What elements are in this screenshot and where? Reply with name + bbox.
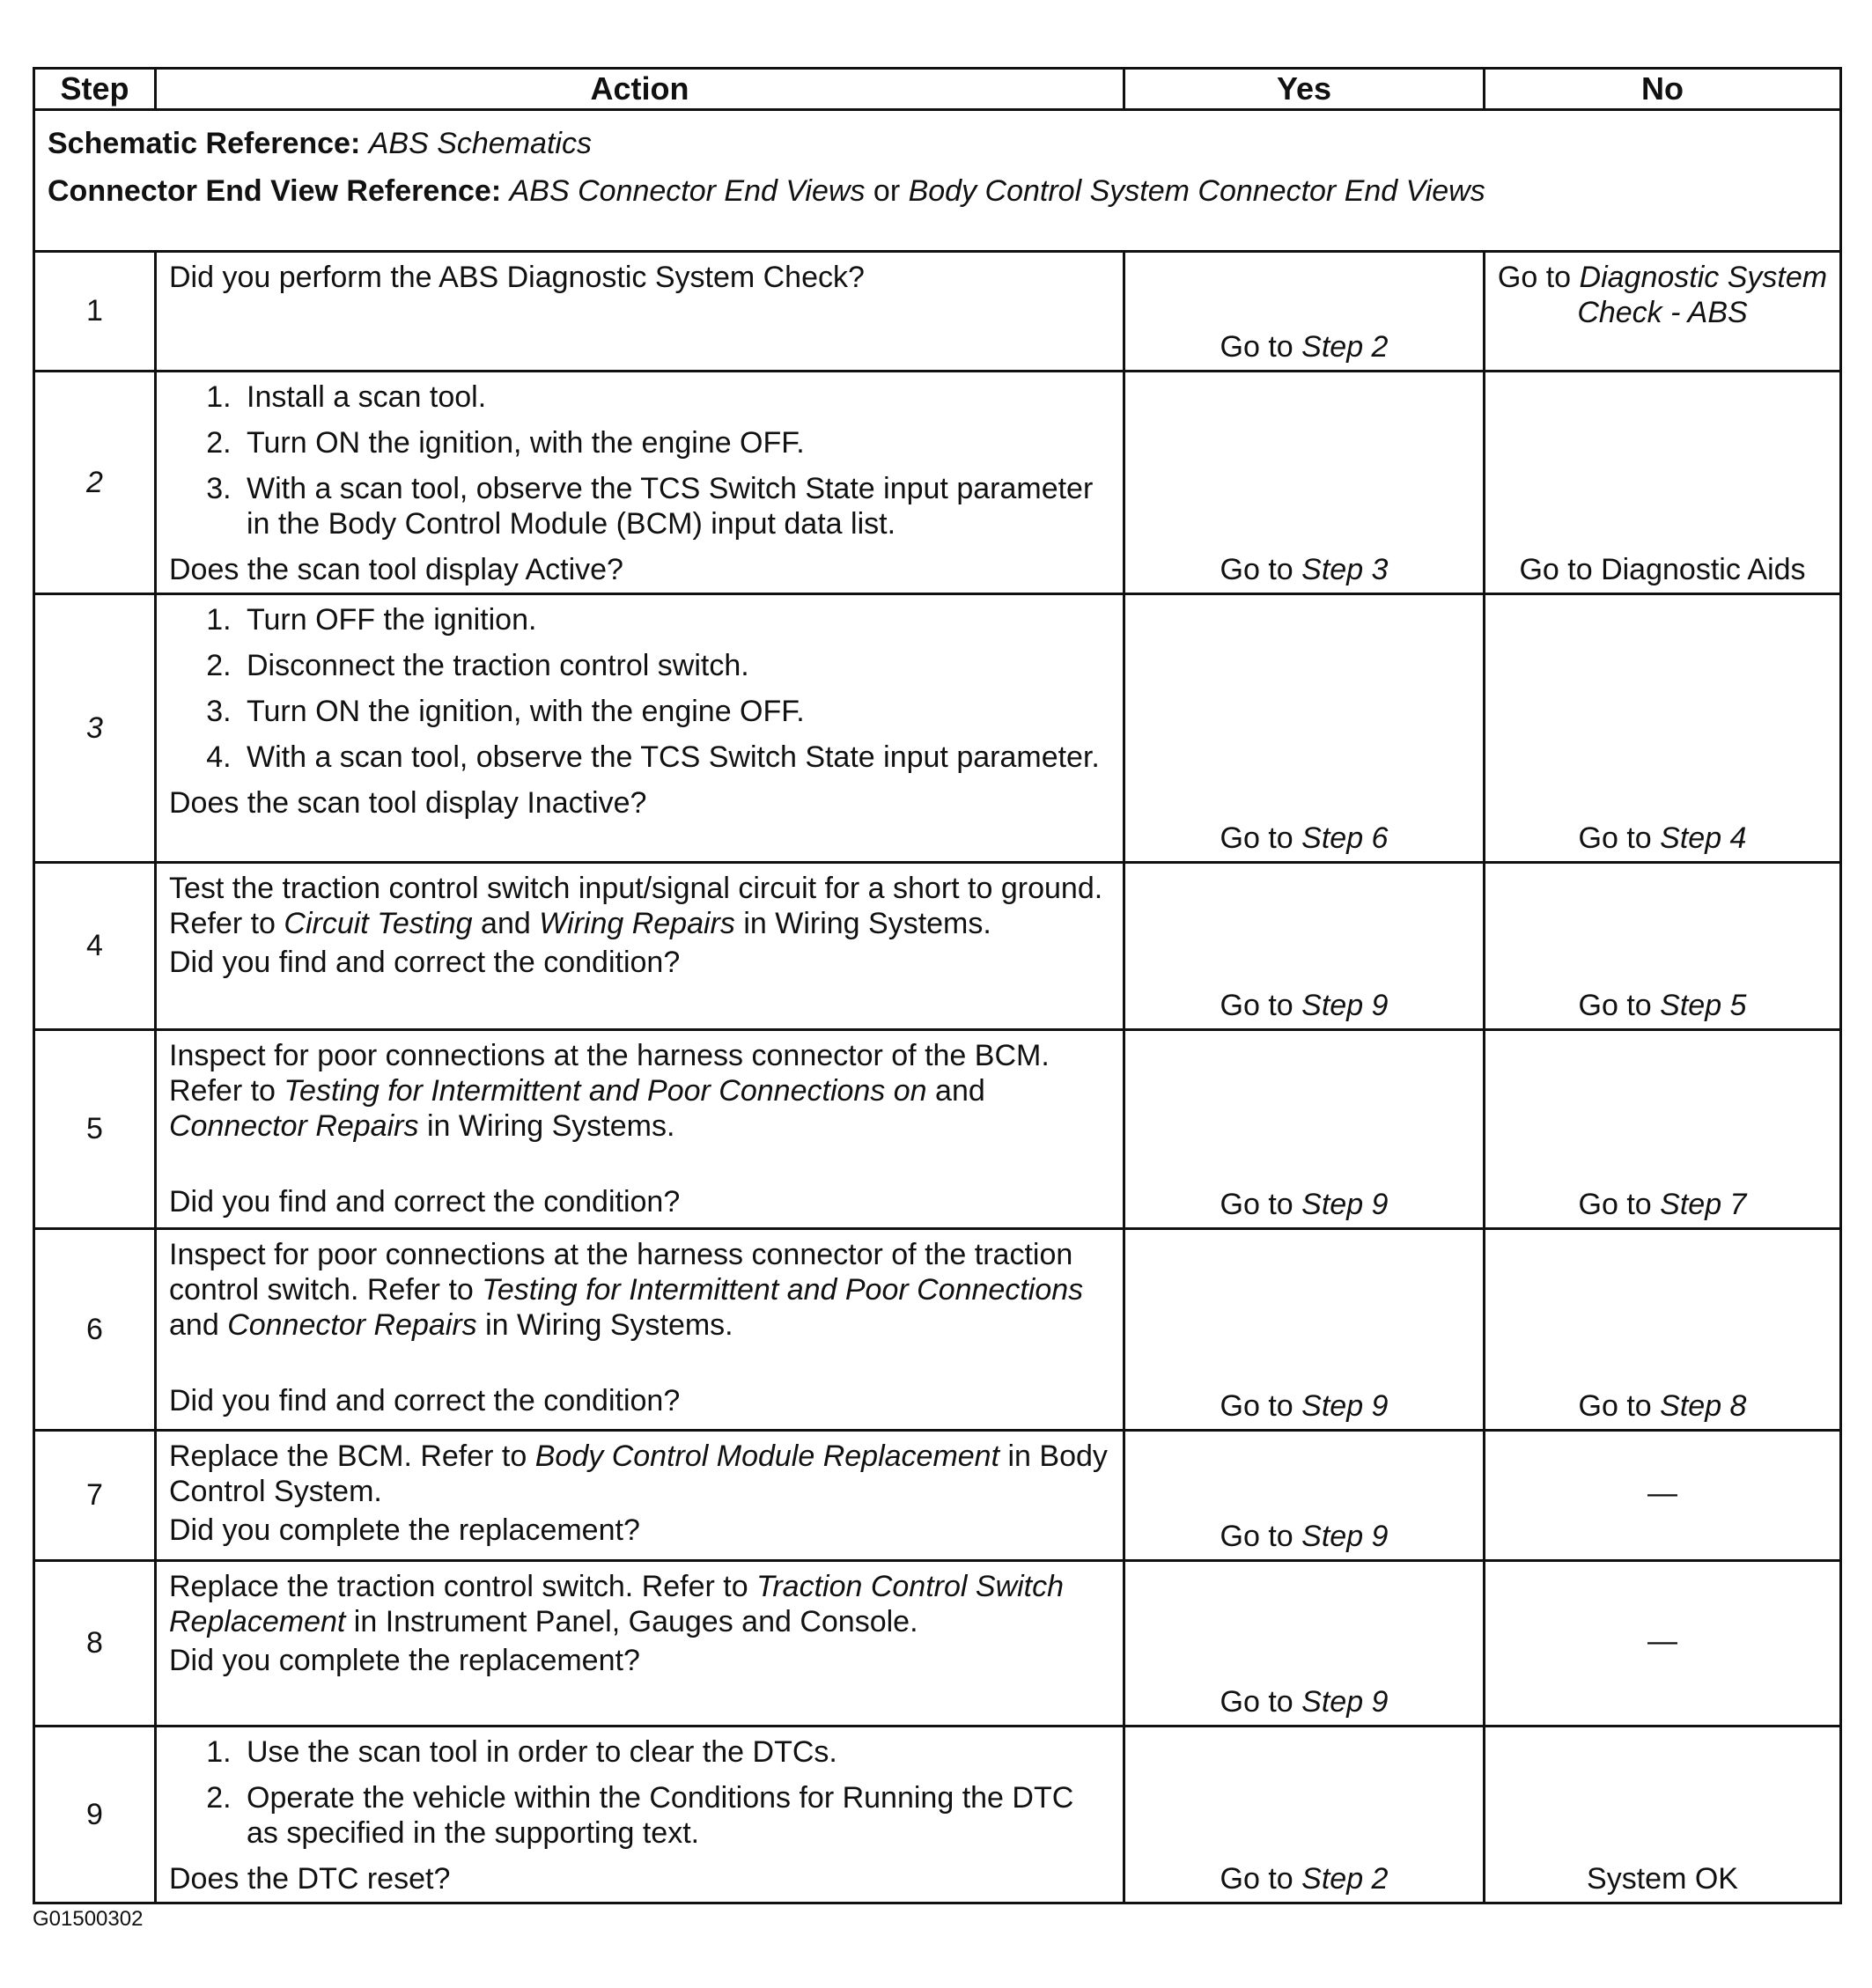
yes-cell [1124, 1561, 1485, 1727]
action-steps [169, 602, 1110, 775]
action-text [169, 1038, 1110, 1144]
yes-link[interactable]: Step 9 [1301, 1685, 1389, 1719]
action-cell [156, 1431, 1124, 1561]
action-link-tcs-switch-replacement[interactable]: Traction Control Switch Replacement [169, 1570, 1065, 1638]
action-link-testing-intermittent[interactable]: Testing for Intermittent and Poor Connections [482, 1273, 1084, 1307]
no-cell [1485, 1229, 1841, 1431]
step-number: 7 [34, 1431, 156, 1561]
action-text-part: in Instrument Panel, Gauges and Console. [353, 1605, 918, 1638]
action-link-circuit-testing[interactable]: Circuit Testing [284, 907, 473, 940]
reference-row [34, 110, 1841, 252]
action-text-part: in Wiring Systems. [426, 1109, 675, 1143]
no-cell [1485, 372, 1841, 594]
table-row [34, 372, 1841, 594]
action-text-part: and [935, 1074, 985, 1108]
action-step: 2. Operate the vehicle within the Conditions for Running the DTC as specified in the supporting text. [240, 1780, 1110, 1851]
no-link[interactable]: Step 8 [1660, 1389, 1747, 1423]
action-step: 2. Turn ON the ignition, with the engine OFF. [240, 425, 1110, 460]
yes-link[interactable]: Step 9 [1301, 1520, 1389, 1553]
step-number: 6 [34, 1229, 156, 1431]
table-row [34, 1229, 1841, 1431]
schematic-reference [48, 120, 1824, 167]
action-question: Does the DTC reset? [169, 1862, 451, 1896]
figure-id: G01500302 [33, 1907, 144, 1931]
table-row [34, 863, 1841, 1030]
connector-or: or [873, 174, 901, 208]
action-cell [156, 1229, 1124, 1431]
action-text-part: Replace the traction control switch. Refer to [169, 1570, 748, 1603]
action-link-testing-intermittent[interactable]: Testing for Intermittent and Poor Connections on [284, 1074, 927, 1108]
action-text-part: Inspect for poor connections at the harness connector of the traction control switch. Refer to [169, 1238, 1073, 1307]
header-step: Step [34, 69, 156, 110]
action-link-connector-repairs[interactable]: Connector Repairs [227, 1308, 477, 1342]
action-steps [169, 379, 1110, 541]
action-step: 2. Disconnect the traction control switch. [240, 648, 1110, 683]
yes-link[interactable]: Step 9 [1301, 989, 1389, 1022]
action-cell [156, 863, 1124, 1030]
no-link[interactable]: Step 4 [1660, 821, 1747, 855]
action-text-part: Test the traction control switch input/signal circuit for a short to ground. Refer to [169, 872, 1103, 940]
no-cell [1485, 863, 1841, 1030]
no-dash: — [1647, 1476, 1677, 1510]
action-link-bcm-replacement[interactable]: Body Control Module Replacement [534, 1439, 1000, 1473]
yes-prefix: Go to [1220, 330, 1293, 364]
action-link-wiring-repairs[interactable]: Wiring Repairs [539, 907, 735, 940]
action-steps [169, 1734, 1110, 1851]
no-prefix: Go to [1578, 989, 1652, 1022]
yes-link[interactable]: Step 2 [1301, 330, 1389, 364]
no-cell [1485, 1727, 1841, 1903]
yes-link[interactable]: Step 9 [1301, 1188, 1389, 1221]
action-text-part: in Wiring Systems. [485, 1308, 733, 1342]
yes-prefix: Go to [1220, 989, 1293, 1022]
no-cell [1485, 594, 1841, 863]
no-cell [1485, 1030, 1841, 1229]
connector-link-abs[interactable]: ABS Connector End Views [509, 174, 866, 208]
no-cell [1485, 1561, 1841, 1727]
yes-link[interactable]: Step 9 [1301, 1389, 1389, 1423]
yes-prefix: Go to [1220, 553, 1293, 586]
header-action: Action [156, 69, 1124, 110]
table-row [34, 1431, 1841, 1561]
table-row [34, 594, 1841, 863]
action-question: Did you find and correct the condition? [169, 1384, 681, 1417]
yes-cell [1124, 1229, 1485, 1431]
diagnostic-table [33, 67, 1842, 1904]
action-question: Did you find and correct the condition? [169, 946, 681, 979]
yes-cell [1124, 863, 1485, 1030]
action-cell [156, 372, 1124, 594]
yes-link[interactable]: Step 2 [1301, 1862, 1389, 1896]
action-cell [156, 594, 1124, 863]
action-step: 3. Turn ON the ignition, with the engine OFF. [240, 694, 1110, 729]
no-prefix: Go to [1497, 261, 1572, 294]
no-prefix: Go to [1578, 821, 1652, 855]
yes-cell [1124, 594, 1485, 863]
action-question: Did you find and correct the condition? [169, 1185, 681, 1219]
step-number: 4 [34, 863, 156, 1030]
action-question: Does the scan tool display Active? [169, 553, 623, 586]
connector-label: Connector End View Reference: [48, 174, 502, 208]
action-text-part: Replace the BCM. Refer to [169, 1439, 527, 1473]
header-no: No [1485, 69, 1841, 110]
table-row [34, 1030, 1841, 1229]
yes-cell [1124, 372, 1485, 594]
step-number: 2 [34, 372, 156, 594]
schematic-link[interactable]: ABS Schematics [368, 127, 592, 160]
action-text-part: in Wiring Systems. [743, 907, 991, 940]
schematic-label: Schematic Reference: [48, 127, 361, 160]
yes-prefix: Go to [1220, 1520, 1293, 1553]
yes-cell [1124, 1431, 1485, 1561]
yes-cell [1124, 1727, 1485, 1903]
connector-link-body[interactable]: Body Control System Connector End Views [908, 174, 1485, 208]
no-link[interactable]: Diagnostic System Check - ABS [1577, 261, 1828, 329]
action-text-part: in Body Control System. [169, 1439, 1108, 1508]
reference-cell [34, 110, 1841, 252]
action-cell [156, 1727, 1124, 1903]
no-text: System OK [1587, 1862, 1738, 1896]
action-step: 1. Use the scan tool in order to clear the DTCs. [240, 1734, 1110, 1770]
yes-prefix: Go to [1220, 1188, 1293, 1221]
no-link[interactable]: Step 5 [1660, 989, 1747, 1022]
action-question: Did you complete the replacement? [169, 1513, 640, 1547]
step-number: 9 [34, 1727, 156, 1903]
connector-reference [48, 167, 1824, 215]
header-yes: Yes [1124, 69, 1485, 110]
yes-cell [1124, 1030, 1485, 1229]
action-question: Did you complete the replacement? [169, 1644, 640, 1677]
step-number: 3 [34, 594, 156, 863]
no-link[interactable]: Step 7 [1660, 1188, 1747, 1221]
action-step: 1. Install a scan tool. [240, 379, 1110, 415]
action-text-part: and [169, 1308, 219, 1342]
table-row [34, 1561, 1841, 1727]
action-cell [156, 1030, 1124, 1229]
action-text-part: Inspect for poor connections at the harness connector of the BCM. Refer to [169, 1039, 1050, 1108]
action-text-part: and [481, 907, 531, 940]
yes-prefix: Go to [1220, 1862, 1293, 1896]
yes-link[interactable]: Step 6 [1301, 821, 1389, 855]
action-cell [156, 252, 1124, 372]
yes-prefix: Go to [1220, 1389, 1293, 1423]
yes-prefix: Go to [1220, 1685, 1293, 1719]
action-step: 1. Turn OFF the ignition. [240, 602, 1110, 637]
step-number: 1 [34, 252, 156, 372]
no-text[interactable]: Go to Diagnostic Aids [1519, 553, 1806, 586]
yes-link[interactable]: Step 3 [1301, 553, 1389, 586]
action-question: Did you perform the ABS Diagnostic System Check? [169, 261, 865, 294]
header-row [34, 69, 1841, 110]
action-step: 3. With a scan tool, observe the TCS Switch State input parameter in the Body Control Module (BCM) input data list. [240, 471, 1110, 541]
table-row [34, 252, 1841, 372]
no-dash: — [1647, 1624, 1677, 1658]
no-prefix: Go to [1578, 1389, 1652, 1423]
yes-prefix: Go to [1220, 821, 1293, 855]
action-text [169, 871, 1110, 941]
action-text [169, 1569, 1110, 1639]
no-prefix: Go to [1578, 1188, 1652, 1221]
action-link-connector-repairs[interactable]: Connector Repairs [169, 1109, 419, 1143]
no-cell [1485, 252, 1841, 372]
table-row [34, 1727, 1841, 1903]
action-step: 4. With a scan tool, observe the TCS Switch State input parameter. [240, 740, 1110, 775]
step-number: 5 [34, 1030, 156, 1229]
yes-cell [1124, 252, 1485, 372]
step-number: 8 [34, 1561, 156, 1727]
action-cell [156, 1561, 1124, 1727]
no-cell [1485, 1431, 1841, 1561]
action-question: Does the scan tool display Inactive? [169, 786, 647, 820]
action-text [169, 1237, 1110, 1343]
action-text [169, 1439, 1110, 1509]
